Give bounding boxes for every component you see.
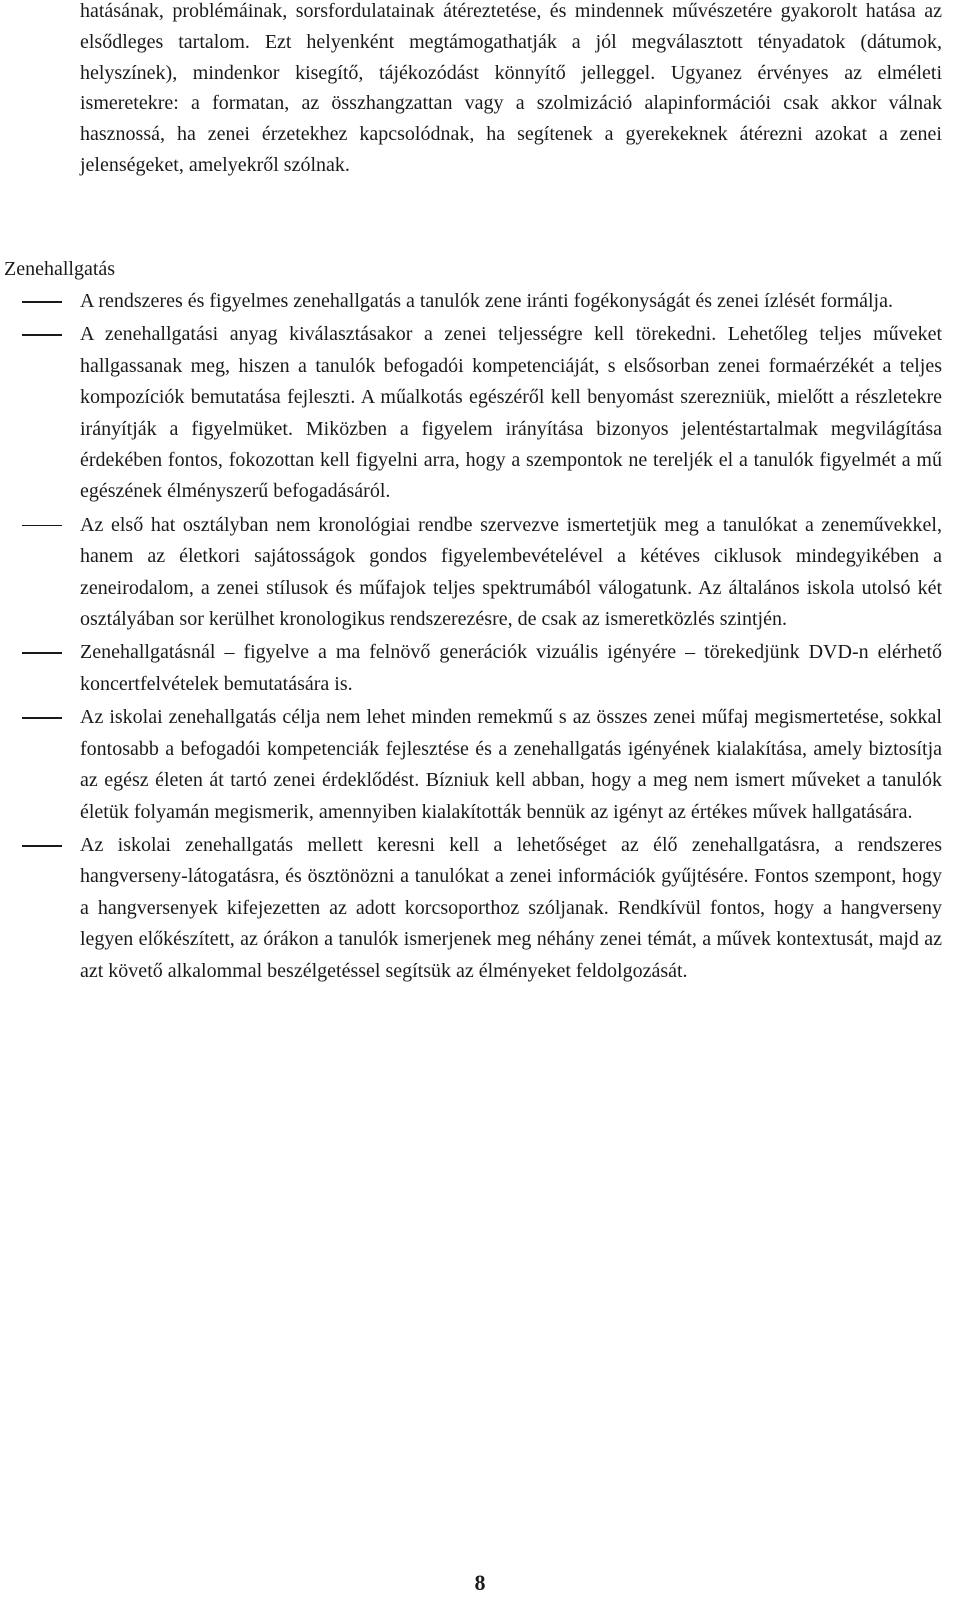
list-item-text: A zenehallgatási anyag kiválasztásakor a zenei teljességre kell törekedni. Lehetőleg teljes műveket hallgassanak meg, hiszen a tanulók befogadói kompetenciáját, s elsősorban zenei formaérzékét a teljes kompozíciók bemutatása fejleszti. A műalkotás egészéről kell benyomást szerezniük, mielőtt a részletekre irányítják a figyelmüket. Miközben a figyelem irányítása bizonyos jelentéstartalmak megvilágítása érdekében fontos, fokozottan kell figyelni arra, hogy a szempontok ne tereljék el a tanulók figyelmét a mű egészének élményszerű befogadásáról. — [80, 323, 942, 503]
section-heading: Zenehallgatás — [4, 258, 116, 280]
dash-bullet-icon — [22, 652, 62, 654]
page-number: 8 — [474, 1570, 486, 1595]
intro-paragraph: hatásának, problémáinak, sorsfordulatainak átéreztetése, és mindennek művészetére gyakorolt hatása az elsődleges tartalom. Ezt helyenként megtámogathatják a jól megválasztott tényadatok (dátumok, helyszínek), mindenkor kisegítő, tájékozódást könnyítő jelleggel. Ugyanez érvényes az elméleti ismeretekre: a formatan, az összhangzattan vagy a szolmizáció alapinformációi csak akkor válnak hasznossá, ha zenei érzetekhez kapcsolódnak, ha segítenek a gyerekeknek átérezni azokat a zenei jelenségeket, amelyekről szólnak. — [80, 0, 942, 176]
dash-bullet-icon — [22, 301, 62, 303]
list-item-text: Az első hat osztályban nem kronológiai rendbe szervezve ismertetjük meg a tanulókat a zeneművekkel, hanem az életkori sajátosságok gondos figyelembevételével a kétéves ciklusok mindegyikében a zeneirodalom, a zenei stílusok és műfajok teljes spektrumából válogatunk. Az általános iskola utolsó két osztályában sor kerülhet kronologikus rendszerezésre, de csak az ismeretközlés szintjén. — [80, 513, 942, 631]
list-item — [0, 637, 942, 700]
dash-bullet-icon — [22, 525, 62, 527]
list-item-text: Az iskolai zenehallgatás mellett keresni kell a lehetőséget az élő zenehallgatásra, a rendszeres hangverseny-látogatásra, és ösztönözni a tanulókat a zenei információk gyűjtésére. Fontos szempont, hogy a hangversenyek kifejezetten az adott korcsoporthoz szóljanak. Rendkívül fontos, hogy a hangverseny legyen előkészített, az órákon a tanulók ismerjenek meg néhány zenei témát, a művek kontextusát, majd az azt követő alkalommal beszélgetéssel segítsük az élményeket feldolgozását. — [80, 833, 942, 982]
list-item — [0, 286, 942, 317]
list-item-text: Az iskolai zenehallgatás célja nem lehet minden remekmű s az összes zenei műfaj megismertetése, sokkal fontosabb a befogadói kompetenciák fejlesztése és a zenehallgatás igényének kialakítása, amely biztosítja az egész életen át tartó zenei érdeklődést. Bízniuk kell abban, hogy a meg nem ismert műveket a tanulók életük folyamán megismerik, amennyiben kialakították bennük az igényt az értékes művek hallgatására. — [80, 706, 942, 823]
list-item-text: Zenehallgatásnál – figyelve a ma felnövő generációk vizuális igényére – törekedjünk DVD-n elérhető koncertfelvételek bemutatására is. — [80, 641, 942, 695]
list-item — [0, 319, 942, 507]
list-item — [0, 830, 942, 987]
bullet-list — [0, 286, 960, 989]
dash-bullet-icon — [22, 334, 62, 336]
dash-bullet-icon — [22, 845, 62, 847]
dash-bullet-icon — [22, 717, 62, 719]
list-item — [0, 510, 942, 636]
list-item-text: A rendszeres és figyelmes zenehallgatás a tanulók zene iránti fogékonyságát és zenei ízlését formálja. — [80, 290, 893, 312]
list-item — [0, 702, 942, 828]
